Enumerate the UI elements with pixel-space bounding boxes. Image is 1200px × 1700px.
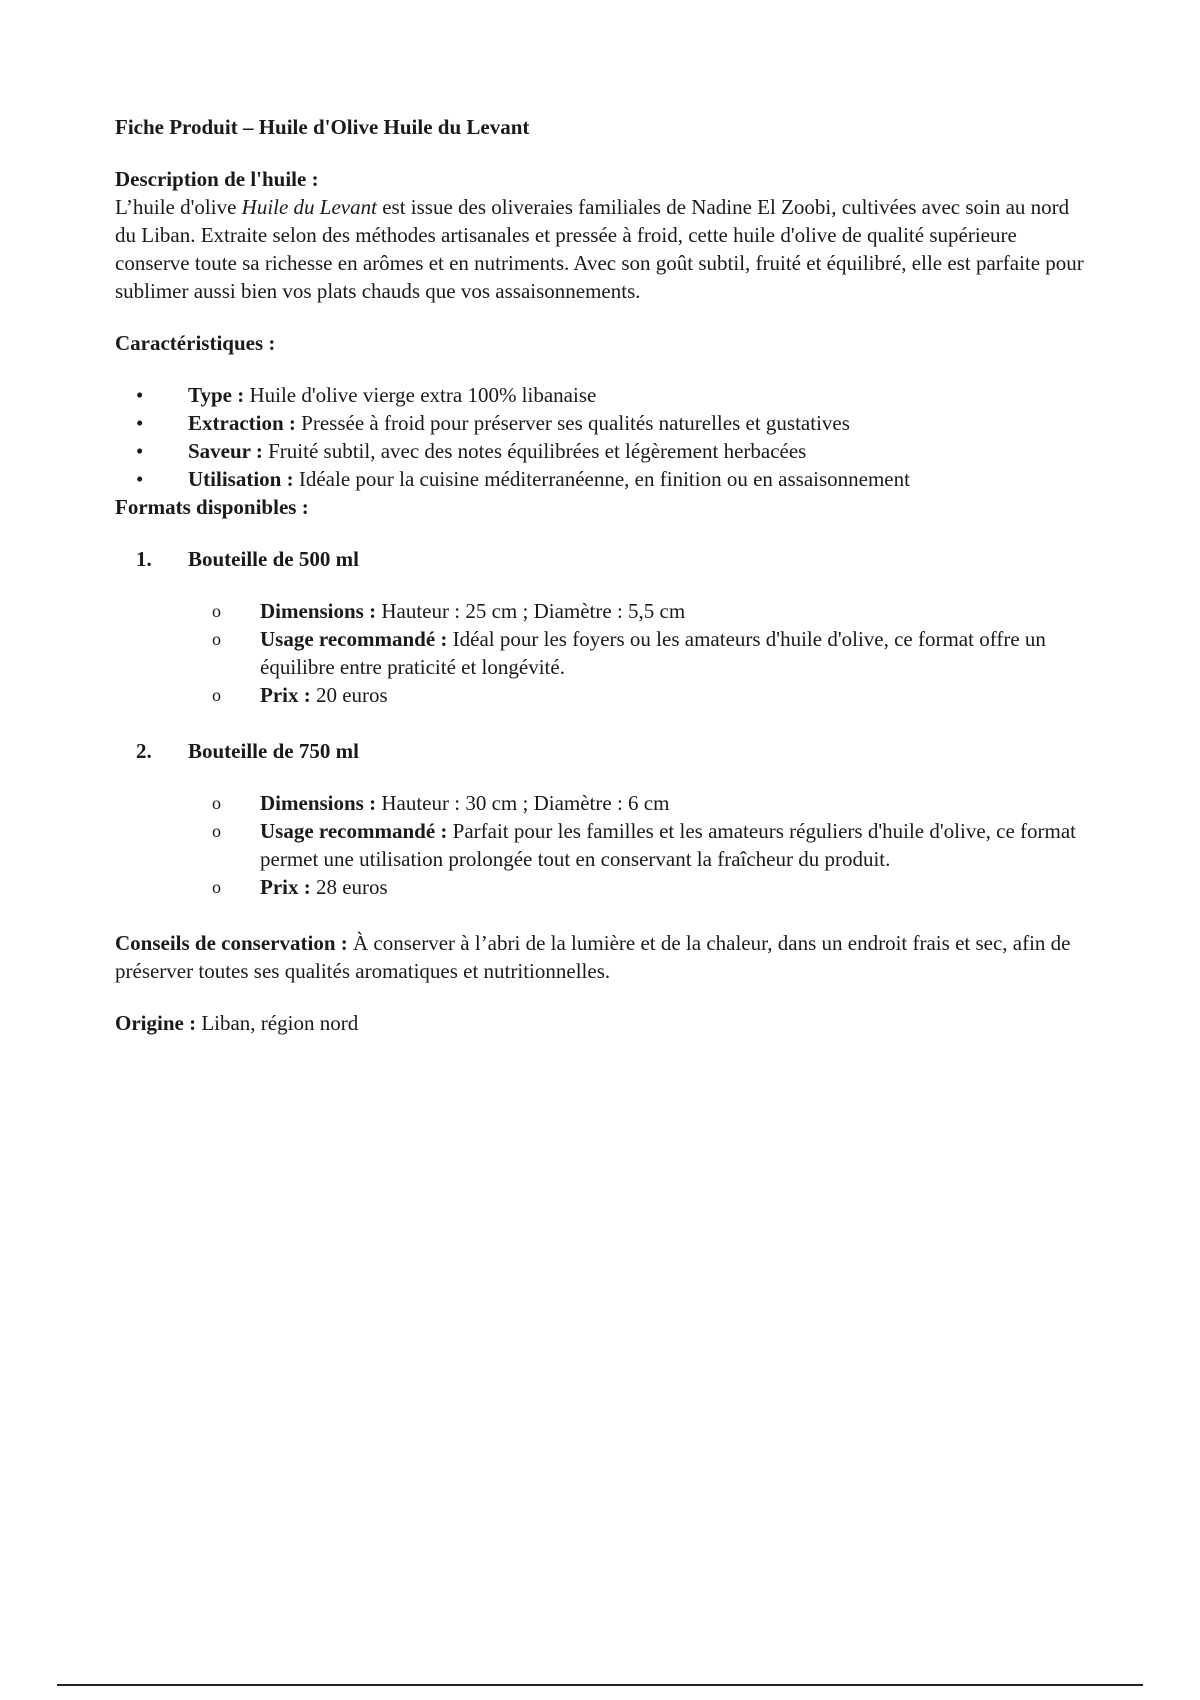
origin-label: Origine : (115, 1011, 197, 1035)
brand-name-italic: Huile du Levant (241, 195, 377, 219)
detail-label: Prix : (260, 875, 311, 899)
characteristic-label: Utilisation : (188, 467, 294, 491)
detail-value: 20 euros (310, 683, 388, 707)
format-details-list (188, 597, 1090, 709)
detail-label: Dimensions : (260, 599, 377, 623)
characteristic-value: Pressée à froid pour préserver ses qualités naturelles et gustatives (295, 411, 850, 435)
formats-list (115, 545, 1090, 901)
document-title: Fiche Produit – Huile d'Olive Huile du Levant (115, 115, 530, 139)
page-bottom-rule (57, 1684, 1143, 1686)
detail-label: Usage recommandé : (260, 627, 448, 651)
detail-value: Hauteur : 25 cm ; Diamètre : 5,5 cm (376, 599, 686, 623)
format-item-750ml (115, 737, 1090, 901)
characteristics-list (115, 381, 1090, 493)
circle-bullet-icon: o (212, 877, 221, 897)
format-number: 2. (136, 739, 152, 763)
conservation-text: À conserver à l’abri de la lumière et de la chaleur, dans un endroit frais et sec, afin de préserver toutes ses qualités aromatiques et nutritionnelles. (115, 931, 1071, 983)
description-text-start: L’huile d'olive (115, 195, 242, 219)
characteristic-value: Idéale pour la cuisine méditerranéenne, en finition ou en assaisonnement (293, 467, 910, 491)
formats-heading: Formats disponibles : (115, 495, 309, 519)
circle-bullet-icon: o (212, 793, 221, 813)
detail-value: Idéal pour les foyers ou les amateurs d'huile d'olive, ce format offre un équilibre entre praticité et longévité. (260, 627, 1046, 679)
document-page (115, 113, 1090, 1037)
origin-text: Liban, région nord (196, 1011, 359, 1035)
characteristic-item-type (115, 381, 1090, 409)
description-heading: Description de l'huile : (115, 167, 319, 191)
conservation-paragraph (115, 929, 1090, 985)
characteristic-label: Saveur : (188, 439, 263, 463)
format-name: Bouteille de 750 ml (188, 739, 359, 763)
format-detail-dimensions (188, 789, 1090, 817)
circle-bullet-icon: o (212, 685, 221, 705)
format-detail-usage (188, 625, 1090, 681)
detail-value: Parfait pour les familles et les amateurs réguliers d'huile d'olive, ce format permet une utilisation prolongée tout en conservant la fraîcheur du produit. (260, 819, 1077, 871)
format-name: Bouteille de 500 ml (188, 547, 359, 571)
format-number: 1. (136, 547, 152, 571)
detail-label: Usage recommandé : (260, 819, 448, 843)
characteristic-label: Type : (188, 383, 245, 407)
bullet-icon: • (136, 411, 144, 435)
format-detail-dimensions (188, 597, 1090, 625)
bullet-icon: • (136, 383, 144, 407)
bullet-icon: • (136, 439, 144, 463)
conservation-label: Conseils de conservation : (115, 931, 348, 955)
format-detail-price (188, 873, 1090, 901)
detail-label: Prix : (260, 683, 311, 707)
circle-bullet-icon: o (212, 629, 221, 649)
characteristic-label: Extraction : (188, 411, 296, 435)
format-detail-price (188, 681, 1090, 709)
detail-value: Hauteur : 30 cm ; Diamètre : 6 cm (376, 791, 670, 815)
origin-paragraph (115, 1009, 1090, 1037)
characteristic-item-utilisation (115, 465, 1090, 493)
detail-label: Dimensions : (260, 791, 377, 815)
format-details-list (188, 789, 1090, 901)
detail-value: 28 euros (310, 875, 388, 899)
bullet-icon: • (136, 467, 144, 491)
circle-bullet-icon: o (212, 601, 221, 621)
characteristics-heading: Caractéristiques : (115, 331, 276, 355)
description-text-rest: est issue des oliveraies familiales de Nadine El Zoobi, cultivées avec soin au nord du Liban. Extraite selon des méthodes artisanales et pressée à froid, cette huile d'olive de qualité supérieure conserve toute sa richesse en arômes et en nutriments. Avec son goût subtil, fruité et équilibré, elle est parfaite pour sublimer aussi bien vos plats chauds que vos assaisonnements. (115, 195, 1084, 303)
characteristic-value: Huile d'olive vierge extra 100% libanaise (244, 383, 597, 407)
format-item-500ml (115, 545, 1090, 709)
description-paragraph (115, 193, 1090, 305)
characteristic-item-extraction (115, 409, 1090, 437)
format-detail-usage (188, 817, 1090, 873)
characteristic-item-saveur (115, 437, 1090, 465)
characteristic-value: Fruité subtil, avec des notes équilibrées et légèrement herbacées (262, 439, 807, 463)
circle-bullet-icon: o (212, 821, 221, 841)
